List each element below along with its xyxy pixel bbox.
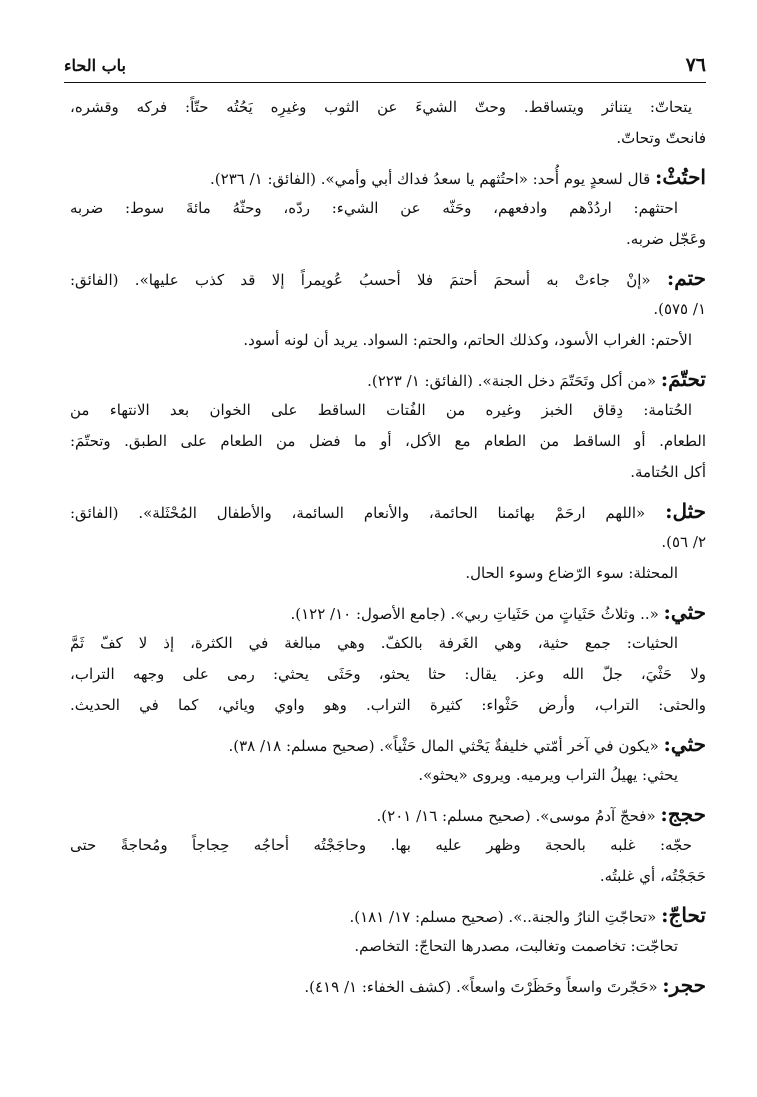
page-number: ٧٦ xyxy=(685,54,706,76)
entry-text: الطعام. أو الساقط من الطعام مع الأكل، أو ما فضل من الطعام على الطبق. وتحتّمَ: xyxy=(70,432,706,450)
page-body xyxy=(70,92,706,1001)
dictionary-entry xyxy=(70,729,706,791)
text-line xyxy=(70,628,706,659)
text-line xyxy=(70,496,706,527)
entry-text: الحُتامة: دِقاق الخبز وغيره من الفُتات الساقط على الخوان بعد الانتهاء من xyxy=(70,401,692,419)
entry-text: فانحتّ وتحاتّ. xyxy=(616,129,706,147)
entry-gap xyxy=(70,962,706,970)
text-line xyxy=(70,970,706,1001)
entry-gap xyxy=(70,356,706,364)
entry-gap xyxy=(70,488,706,496)
dictionary-entry xyxy=(70,970,706,1001)
text-line xyxy=(70,224,706,255)
entry-text: «فحجّ آدمُ موسى». (صحيح مسلم: ١٦/ ٢٠١). xyxy=(376,807,661,825)
dictionary-entry xyxy=(70,799,706,892)
text-line xyxy=(70,900,706,931)
text-line xyxy=(70,830,706,861)
entry-text: حَجَجْتُه، أي غلبتُه. xyxy=(599,867,706,885)
dictionary-entry xyxy=(70,364,706,488)
entry-headword: حثي: xyxy=(663,600,706,624)
text-line xyxy=(70,799,706,830)
entry-text: المحثلة: سوء الرّضاع وسوء الحال. xyxy=(465,564,678,582)
page-header xyxy=(64,56,706,83)
entry-text: «حَجّرتَ واسعاً وحَظَرْتَ واسعاً». (كشف الخفاء: ١/ ٤١٩). xyxy=(304,978,663,996)
text-line xyxy=(70,193,706,224)
dictionary-entry xyxy=(70,496,706,589)
text-line xyxy=(70,729,706,760)
text-line xyxy=(70,426,706,457)
entry-text: حجّه: غلبه بالحجة وظهر عليه بها. وحاجَجْتُه أحاجُه حِجاجاً ومُحاجةً حتى xyxy=(70,836,692,854)
text-line xyxy=(70,364,706,395)
entry-text: «إنْ جاءتْ به أسحمَ أحتمَ فلا أحسبُ عُويمراً إلا قد كذب عليها». (الفائق: xyxy=(70,271,667,289)
entry-headword: تحتّمَ: xyxy=(660,367,706,391)
entry-text: احتثهم: اردُدْهم وادفعهم، وحَثّه عن الشيء: ردّه، وحثّهُ مائةَ سوط: ضربه xyxy=(70,199,678,217)
entry-text: الأحتم: الغراب الأسود، وكذلك الحاتم، والحتم: السواد. يريد أن لونه أسود. xyxy=(243,331,692,349)
text-line xyxy=(70,294,706,325)
entry-text: والحثى: التراب، وأرض حَثْواء: كثيرة التراب. وهو واوي ويائي، كما في الحديث. xyxy=(70,696,706,714)
entry-text: تحاجّت: تخاصمت وتغالبت، مصدرها التحاجّ: التخاصم. xyxy=(354,937,678,955)
entry-text: أكل الحُتامة. xyxy=(630,463,706,481)
entry-text: يحثي: يهيلُ التراب ويرميه. ويروى «يحثو». xyxy=(418,766,678,784)
entry-text: «.. وثلاثُ حَثَياتٍ من حَثَياتِ ربي». (جامع الأصول: ١٠/ ١٢٢). xyxy=(290,605,664,623)
entry-text: ٢/ ٥٦). xyxy=(661,533,706,551)
dictionary-entry xyxy=(70,92,706,154)
entry-gap xyxy=(70,255,706,263)
text-line xyxy=(70,123,706,154)
text-line xyxy=(70,861,706,892)
text-line xyxy=(70,457,706,488)
text-line xyxy=(70,263,706,294)
dictionary-entry xyxy=(70,263,706,356)
text-line xyxy=(70,931,706,962)
entry-gap xyxy=(70,154,706,162)
text-line xyxy=(70,760,706,791)
entry-text: وعَجّل ضربه. xyxy=(625,230,706,248)
text-line xyxy=(70,558,706,589)
entry-text: يتحاتّ: يتناثر ويتساقط. وحتّ الشيءَ عن الثوب وغيرِه يَحُتُه حتّاً: فركه وقشره، xyxy=(70,98,692,116)
entry-text: الحثيات: جمع حثية، وهي الغَرفة بالكفّ. وهي مبالغة في الكثرة، إذ لا كفّ ثَمَّ xyxy=(70,634,678,652)
entry-gap xyxy=(70,791,706,799)
text-line xyxy=(70,527,706,558)
entry-text: ولا حَثْيَ، جلّ الله وعز. يقال: حثا يحثو، وحَثَى يحثي: رمى على وجهه التراب، xyxy=(70,665,706,683)
entry-text: «من أكل وتَحَتّمَ دخل الجنة». (الفائق: ١/ ٢٢٣). xyxy=(367,372,661,390)
text-line xyxy=(70,162,706,193)
text-line xyxy=(70,325,706,356)
running-title: باب الحاء xyxy=(64,56,127,75)
entry-text: «تحاجّتِ النارُ والجنة..». (صحيح مسلم: ١٧/ ١٨١). xyxy=(349,908,662,926)
dictionary-entry xyxy=(70,162,706,255)
entry-gap xyxy=(70,589,706,597)
text-line xyxy=(70,690,706,721)
entry-text: «اللهم ارحَمْ بهائمنا الحائمة، والأنعام السائمة، والأطفال المُحْثَلة». (الفائق: xyxy=(70,504,666,522)
entry-headword: احتُثْ: xyxy=(655,165,706,189)
text-line xyxy=(70,659,706,690)
entry-headword: حجج: xyxy=(660,802,706,826)
dictionary-entry xyxy=(70,597,706,721)
entry-text: «يكون في آخر أمّتي خليفةٌ يَحْثي المال حَثْياً». (صحيح مسلم: ١٨/ ٣٨). xyxy=(228,737,664,755)
entry-headword: تحاجّ: xyxy=(661,903,706,927)
entry-text: ١/ ٥٧٥). xyxy=(653,300,706,318)
dictionary-entry xyxy=(70,900,706,962)
text-line xyxy=(70,395,706,426)
entry-headword: حجر: xyxy=(662,973,706,997)
entry-headword: حثل: xyxy=(665,499,706,523)
entry-gap xyxy=(70,892,706,900)
entry-headword: حثي: xyxy=(663,732,706,756)
entry-text: قال لسعدٍ يوم أُحد: «احتُثهم يا سعدُ فداك أبي وأمي». (الفائق: ١/ ٢٣٦). xyxy=(210,170,656,188)
entry-headword: حتم: xyxy=(666,266,706,290)
text-line xyxy=(70,597,706,628)
text-line xyxy=(70,92,706,123)
entry-gap xyxy=(70,721,706,729)
